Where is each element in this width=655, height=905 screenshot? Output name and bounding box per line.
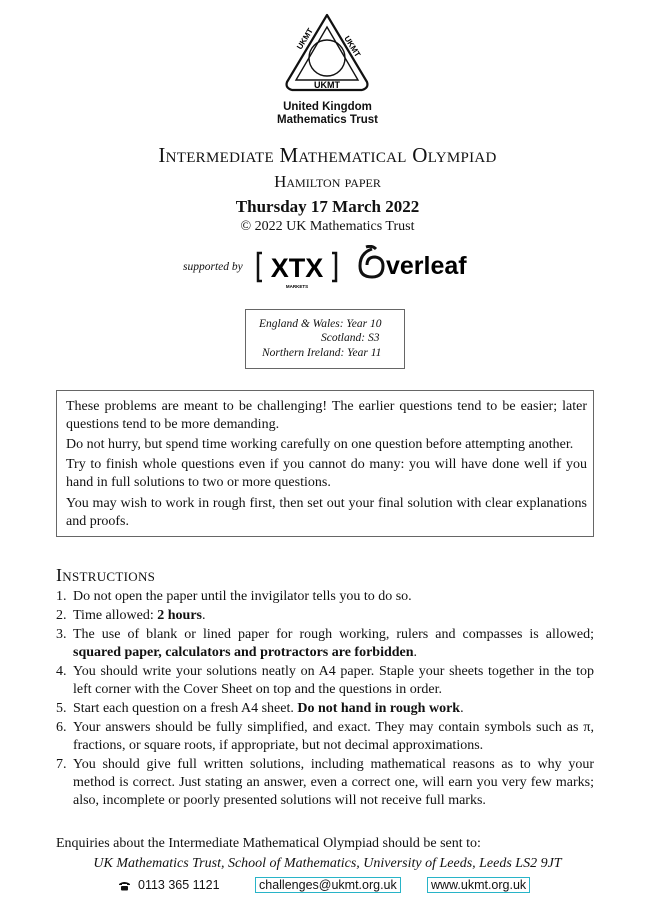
- ukmt-logo: [278, 12, 376, 96]
- svg-text:XTX: XTX: [270, 253, 324, 283]
- supported-by-label: supported by: [183, 261, 243, 273]
- page-subtitle: Hamilton paper: [274, 172, 381, 191]
- overleaf-logo: [356, 245, 468, 281]
- svg-text:MARKETS: MARKETS: [285, 284, 309, 289]
- phone-number: 0113 365 1121: [138, 878, 220, 892]
- guidance-paragraph: Do not hurry, but spend time working carefully on one question before attempting another.: [66, 437, 574, 452]
- org-name-line2: Mathematics Trust: [277, 114, 378, 126]
- enquiries-address: UK Mathematics Trust, School of Mathematics, University of Leeds, Leeds LS2 9JT: [93, 856, 562, 871]
- org-name: [0, 101, 655, 127]
- logo-text: UKMT: [314, 80, 340, 90]
- svg-text:UKMT: UKMT: [342, 34, 363, 59]
- website-link[interactable]: www.ukmt.org.uk: [427, 877, 530, 893]
- page-title: Intermediate Mathematical Olympiad: [158, 143, 497, 167]
- instruction-item: 4. You should write your solutions neatly on A4 paper. Staple your sheets together in the top left corner with the Cover Sheet on top and the questions in order.: [56, 664, 594, 697]
- instruction-item: 7. You should give full written solutions, including mathematical reasons as to why your method is correct. Just stating an answer, even a correct one, will earn you very few marks; also, incomplete or poorly presented solutions will not receive full marks.: [56, 757, 594, 808]
- instruction-item: 6. Your answers should be fully simplified, and exact. They may contain symbols such as π, fractions, or square roots, if appropriate, but not decimal approximations.: [56, 720, 594, 753]
- guidance-box: [56, 390, 594, 537]
- guidance-paragraph: You may wish to work in rough first, then set out your final solution with clear explanations and proofs.: [66, 496, 587, 529]
- xtx-markets-logo: [256, 247, 338, 289]
- year-northern-ireland: Northern Ireland: Year 11: [262, 347, 382, 359]
- instruction-item: 5. Start each question on a fresh A4 sheet. Do not hand in rough work.: [56, 701, 464, 716]
- exam-date: Thursday 17 March 2022: [235, 197, 420, 216]
- enquiries-text: Enquiries about the Intermediate Mathematical Olympiad should be sent to:: [56, 836, 481, 851]
- email-link[interactable]: challenges@ukmt.org.uk: [255, 877, 401, 893]
- instructions-heading: Instructions: [56, 565, 156, 585]
- guidance-paragraph: These problems are meant to be challenging! The earlier questions tend to be easier; later questions tend to be more demanding.: [66, 399, 587, 432]
- copyright: © 2022 UK Mathematics Trust: [240, 219, 415, 234]
- instruction-item: 3. The use of blank or lined paper for rough working, rulers and compasses is allowed; squared paper, calculators and protractors are forbidden.: [56, 627, 594, 660]
- year-scotland: Scotland: S3: [321, 332, 380, 344]
- guidance-paragraph: Try to finish whole questions even if you cannot do many: you will have done well if you hand in full solutions to two or more questions.: [66, 457, 587, 490]
- org-name-line1: United Kingdom: [283, 101, 372, 113]
- instruction-item: 1. Do not open the paper until the invigilator tells you to do so.: [56, 589, 412, 604]
- year-group-box: [245, 309, 405, 369]
- telephone-icon: [118, 880, 131, 891]
- instruction-item: 2. Time allowed: 2 hours.: [56, 608, 206, 623]
- instructions-list: [56, 588, 594, 811]
- svg-text:verleaf: verleaf: [386, 252, 467, 280]
- year-england-wales: England & Wales: Year 10: [259, 318, 382, 330]
- svg-text:UKMT: UKMT: [295, 26, 315, 52]
